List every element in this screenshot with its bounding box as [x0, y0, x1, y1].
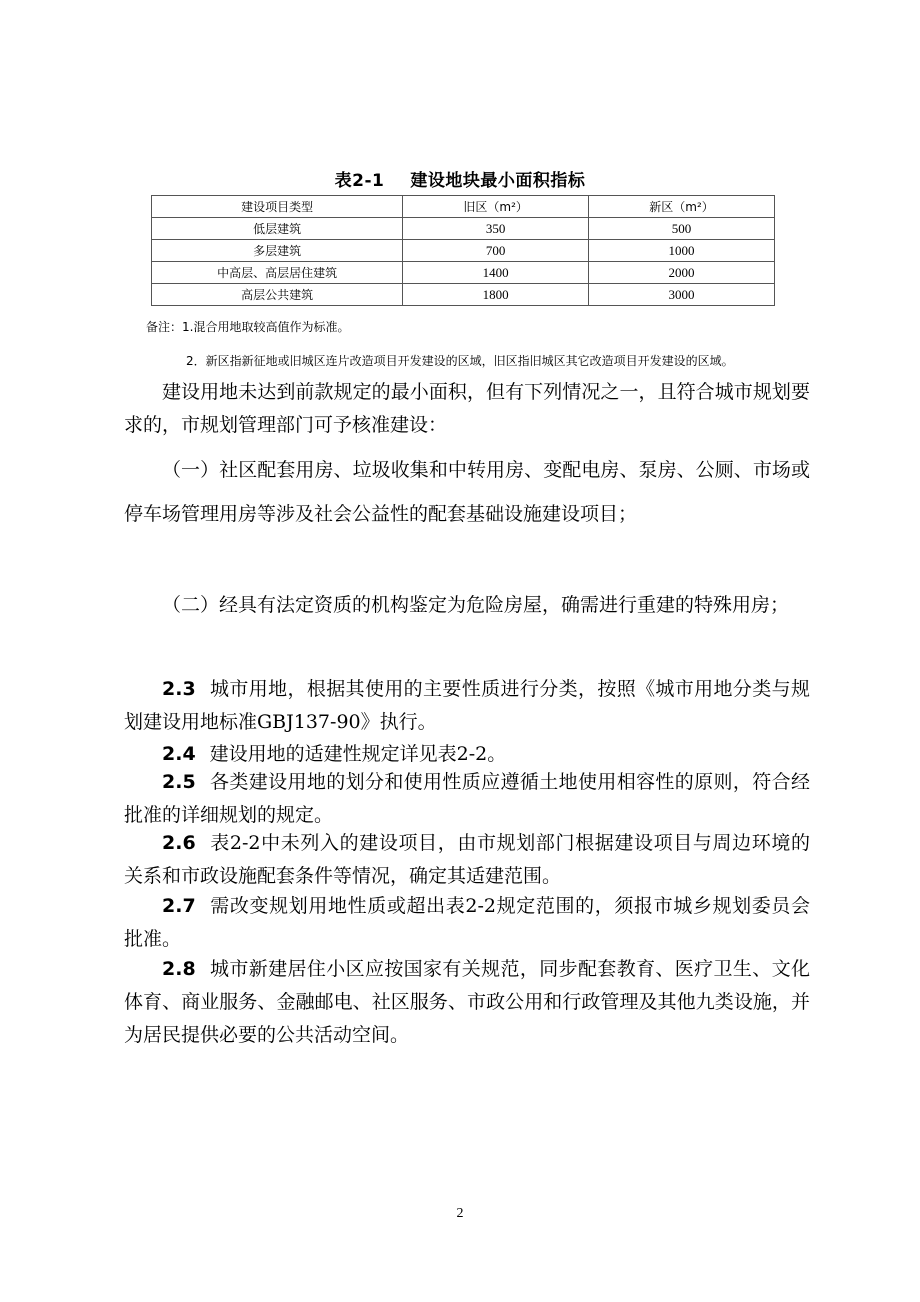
table-header-cell: 新区（m²） [589, 196, 775, 218]
table-caption-title: 建设地块最小面积指标 [410, 171, 586, 191]
table-header-cell: 旧区（m²） [403, 196, 589, 218]
table-row [152, 240, 775, 262]
table-note-1: 备注：1.混合用地取较高值作为标准。 [146, 320, 350, 334]
table-header-cell: 建设项目类型 [152, 196, 403, 218]
table-cell-old: 700 [403, 240, 589, 262]
section-number: 2.7 [162, 895, 196, 917]
section-number: 2.6 [162, 832, 196, 854]
min-area-table [151, 195, 775, 306]
table-cell-type: 中高层、高层居住建筑 [152, 262, 403, 284]
table-cell-new: 3000 [589, 284, 775, 306]
item-1-paragraph: （一）社区配套用房、垃圾收集和中转用房、变配电房、泵房、公厕、市场或停车场管理用房等涉及社会公益性的配套基础设施建设项目； [124, 459, 810, 525]
section-2-6 [124, 827, 810, 893]
table-cell-type: 低层建筑 [152, 218, 403, 240]
table-row [152, 262, 775, 284]
table-note-2: 2．新区指新征地或旧城区连片改造项目开发建设的区域，旧区指旧城区其它改造项目开发建设的区域。 [186, 354, 734, 368]
section-2-5 [124, 766, 810, 832]
section-number: 2.8 [162, 958, 196, 980]
section-text: 表2-2中未列入的建设项目，由市规划部门根据建设项目与周边环境的关系和市政设施配套条件等情况，确定其适建范围。 [124, 832, 810, 887]
item-2-paragraph: （二）经具有法定资质的机构鉴定为危险房屋，确需进行重建的特殊用房； [162, 594, 790, 616]
section-number: 2.4 [162, 743, 196, 765]
section-2-3 [124, 673, 810, 739]
table-caption [150, 166, 770, 191]
section-2-7 [124, 890, 810, 956]
section-text: 各类建设用地的划分和使用性质应遵循土地使用相容性的原则，符合经批准的详细规划的规定。 [124, 771, 810, 826]
table-cell-new: 500 [589, 218, 775, 240]
table-caption-number: 表2-1 [334, 171, 385, 191]
table-cell-new: 2000 [589, 262, 775, 284]
table-cell-old: 1800 [403, 284, 589, 306]
section-text: 建设用地的适建性规定详见表2-2。 [209, 743, 507, 765]
table-header-row [152, 196, 775, 218]
section-text: 城市新建居住小区应按国家有关规范，同步配套教育、医疗卫生、文化体育、商业服务、金融邮电、社区服务、市政公用和行政管理及其他九类设施，并为居民提供必要的公共活动空间。 [124, 958, 810, 1046]
section-text: 城市用地，根据其使用的主要性质进行分类，按照《城市用地分类与规划建设用地标准GBJ137-90》执行。 [124, 678, 810, 733]
table-cell-old: 350 [403, 218, 589, 240]
section-2-8 [124, 953, 810, 1052]
table-cell-old: 1400 [403, 262, 589, 284]
section-number: 2.3 [162, 678, 196, 700]
table-cell-new: 1000 [589, 240, 775, 262]
table-cell-type: 高层公共建筑 [152, 284, 403, 306]
intro-paragraph: 建设用地未达到前款规定的最小面积，但有下列情况之一，且符合城市规划要求的，市规划管理部门可予核准建设： [124, 381, 810, 436]
table-row [152, 284, 775, 306]
page-number: 2 [456, 1206, 464, 1221]
section-text: 需改变规划用地性质或超出表2-2规定范围的，须报市城乡规划委员会批准。 [124, 895, 810, 950]
section-number: 2.5 [162, 771, 196, 793]
table-cell-type: 多层建筑 [152, 240, 403, 262]
table-row [152, 218, 775, 240]
